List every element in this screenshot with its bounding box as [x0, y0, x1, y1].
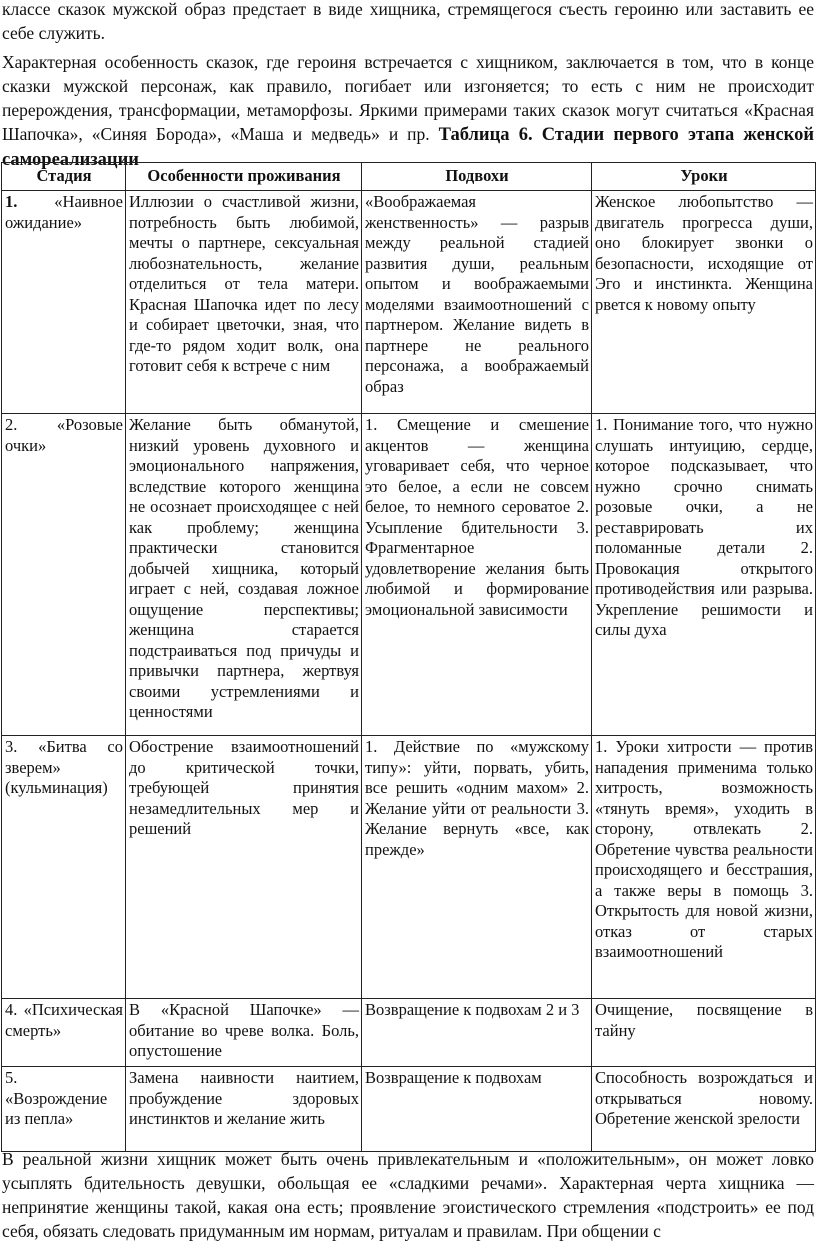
lessons-cell: 1. Понимание того, что нужно слушать интуицию, сердце, которое подсказывает, что нужно срочно снимать розовые очки, а не реставрировать их поломанные детали 2. Провокация открытого противодействия или разрыва. Укрепление решимости и силы духа: [592, 414, 816, 736]
stage-cell: 5. «Возрождение из пепла»: [2, 1067, 126, 1152]
features-cell: Обострение взаимоотношений до критической точки, требующей принятия незамедлительных мер и решений: [126, 736, 362, 999]
header-lessons: Уроки: [592, 163, 816, 191]
table-row: [2, 1067, 816, 1152]
stage-name: «Наивное ожидание»: [5, 192, 123, 232]
pitfalls-cell: Возвращение к подвохам 2 и 3: [362, 999, 592, 1067]
features-cell: В «Красной Шапочке» — обитание во чреве волка. Боль, опустошение: [126, 999, 362, 1067]
stage-number: 1.: [5, 192, 18, 211]
features-cell: Желание быть обманутой, низкий уровень духовного и эмоционального напряжения, вследствие которого женщина не осознает происходящее с ней как проблему; женщина практически становится добычей хищника, который играет с ней, создавая ложное ощущение перспективы; женщина старается подстраиваться под причуды и привычки партнера, жертвуя своими устремлениями и ценностями: [126, 414, 362, 736]
lessons-cell: Женское любопытство — двигатель прогресса души, оно блокирует звонки о безопасности, исходящие от Эго и инстинкта. Женщина рвется к новому опыту: [592, 191, 816, 414]
lessons-cell: Способность возрождаться и открываться новому. Обретение женской зрелости: [592, 1067, 816, 1152]
header-pitfalls: Подвохи: [362, 163, 592, 191]
table-row: [2, 736, 816, 999]
pitfalls-cell: «Воображаемая женственность» — разрыв между реальной стадией развития души, реальным опытом и воображаемыми моделями взаимоотношений с партнером. Желание видеть в партнере не реального персонажа, а воображаемый образ: [362, 191, 592, 414]
header-stage: Стадия: [2, 163, 126, 191]
stage-cell: 2. «Розовые очки»: [2, 414, 126, 736]
stage-cell: 3. «Битва со зверем» (кульминация): [2, 736, 126, 999]
closing-paragraph: В реальной жизни хищник может быть очень привлекательным и «положительным», он может ловко усыплять бдительность девушки, обольщая ее «сладкими речами». Характерная черта хищника — непринятие женщины такой, какая она есть; проявление эгоистического стремления «подстроить» ее под себя, обязать следовать придуманным им нормам, ритуалам и правилам. При общении с: [2, 1149, 814, 1241]
pitfalls-cell: 1. Смещение и смешение акцентов — женщина уговаривает себя, что черное это белое, а если не совсем белое, то немного сероватое 2. Усыпление бдительности 3. Фрагментарное удовлетворение желания быть любимой и формирование эмоциональной зависимости: [362, 414, 592, 736]
stage-cell: [2, 191, 126, 414]
table-title: Таблица 6. Стадии первого этапа женской самореализации: [2, 125, 814, 170]
intro-paragraph-2-text: Характерная особенность сказок, где героиня встречается с хищником, заключается в том, что в конце сказки мужской персонаж, как правило, погибает или изгоняется; то есть с ним не происходит перерождения, трансформации, метаморфозы. Яркими примерами таких сказок могут считаться «Красная Шапочка», «Синяя Борода», «Маша и медведь» и пр.: [2, 52, 814, 144]
stage-cell: 4. «Психическая смерть»: [2, 999, 126, 1067]
header-features: Особенности проживания: [126, 163, 362, 191]
table-row: [2, 191, 816, 414]
table-row: [2, 999, 816, 1067]
lessons-cell: Очищение, посвящение в тайну: [592, 999, 816, 1067]
lessons-cell: 1. Уроки хитрости — против нападения применима только хитрость, возможность «тянуть время», уходить в сторону, отвлекать 2. Обретение чувства реальности происходящего и бесстрашия, а также веры в помощь 3. Открытость для новой жизни, отказ от старых взаимоотношений: [592, 736, 816, 999]
features-cell: Замена наивности наитием, пробуждение здоровых инстинктов и желание жить: [126, 1067, 362, 1152]
intro-paragraph-2: [0, 50, 816, 172]
intro-paragraph-1: классе сказок мужской образ предстает в виде хищника, стремящегося съесть героиню или заставить ее себе служить.: [2, 0, 814, 43]
pitfalls-cell: Возвращение к подвохам: [362, 1067, 592, 1152]
features-cell: Иллюзии о счастливой жизни, потребность быть любимой, мечты о партнере, сексуальная любознательность, желание отделиться от тела матери. Красная Шапочка идет по лесу и собирает цветочки, зная, что где-то рядом ходит волк, она готовит себя к встрече с ним: [126, 191, 362, 414]
table-row: [2, 414, 816, 736]
pitfalls-cell: 1. Действие по «мужскому типу»: уйти, порвать, убить, все решить «одним махом» 2. Желание уйти от реальности 3. Желание вернуть «все, как прежде»: [362, 736, 592, 999]
stages-table: [1, 162, 816, 1152]
table-header-row: [2, 163, 816, 191]
